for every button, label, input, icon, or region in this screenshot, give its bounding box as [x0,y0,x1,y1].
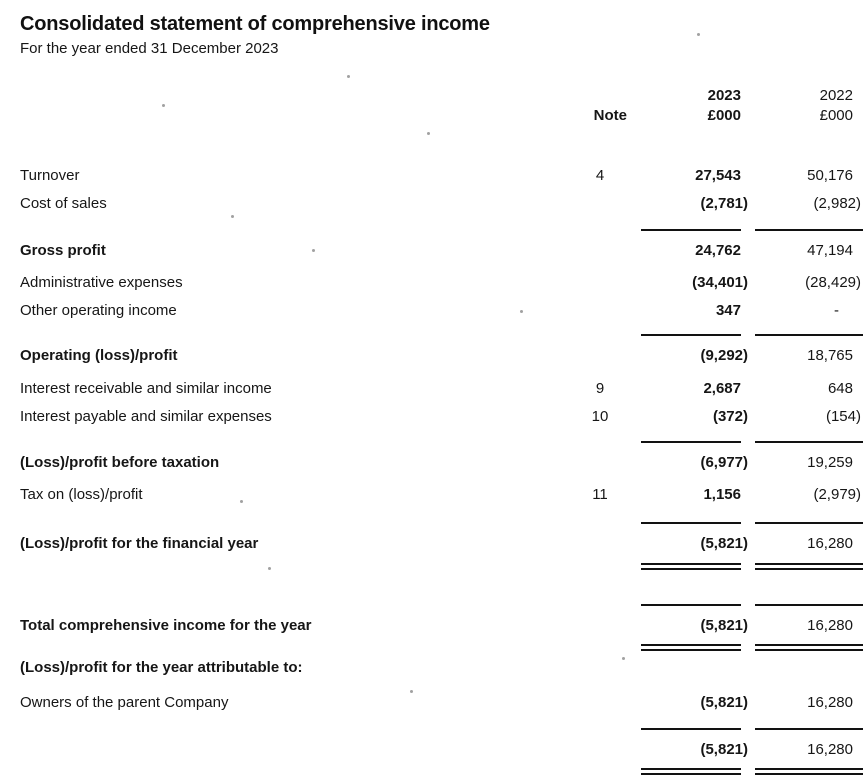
row-interest-payable [20,402,863,430]
row-label: Other operating income [20,301,177,319]
scan-speck [240,500,243,503]
row-label: (Loss)/profit for the year attributable to: [20,658,303,676]
scan-speck [231,215,234,218]
single-rule-2023 [641,441,741,444]
double-rule-row [20,563,863,570]
double-rule-2022 [755,768,863,775]
rule-row [20,728,863,731]
row-label: Owners of the parent Company [20,693,229,711]
row-label: (Loss)/profit for the financial year [20,534,259,552]
value-2023: (5,821) [700,616,748,634]
scan-speck [312,249,315,252]
scan-speck [268,567,271,570]
row-label: Gross profit [20,241,106,259]
row-label: Operating (loss)/profit [20,346,178,364]
double-rule-row [20,768,863,775]
value-2022: (2,979) [813,485,861,503]
row-label: Administrative expenses [20,273,183,291]
row-label: Interest receivable and similar income [20,379,272,397]
value-2023: (5,821) [700,740,748,758]
value-2023: (5,821) [700,534,748,552]
value-2022: 18,765 [807,346,853,364]
note-value: 9 [595,379,605,397]
rule-row [20,604,863,607]
row-label: Turnover [20,166,80,184]
row-operating-loss-profit [20,341,863,369]
double-rule-2023 [641,644,741,651]
single-rule-2023 [641,334,741,337]
scan-speck [410,690,413,693]
rule-row [20,229,863,232]
income-statement-table [20,85,863,775]
value-2022: 16,280 [807,740,853,758]
row-other-operating-income [20,296,863,324]
col-unit-2023: £000 [707,106,741,124]
value-2023: (372) [712,407,748,425]
value-2022: (28,429) [805,273,861,291]
row-interest-receivable [20,374,863,402]
value-2023: (34,401) [692,273,748,291]
single-rule-2022 [755,441,863,444]
value-2022: 19,259 [807,453,853,471]
scan-speck [520,310,523,313]
value-2023: (9,292) [700,346,748,364]
value-2022: 16,280 [807,616,853,634]
value-2022: (2,982) [813,194,861,212]
single-rule-2023 [641,229,741,232]
row-tax-on-loss-profit [20,480,863,508]
row-label: Tax on (loss)/profit [20,485,143,503]
row-label: (Loss)/profit before taxation [20,453,220,471]
scan-speck [622,657,625,660]
page-subtitle: For the year ended 31 December 2023 [20,40,279,57]
note-value: 11 [592,485,608,503]
value-2023: 347 [715,301,741,319]
single-rule-2022 [755,229,863,232]
col-header-2023: 2023 [707,86,741,104]
scan-speck [162,104,165,107]
value-2022: (154) [825,407,861,425]
value-2022: 47,194 [807,241,853,259]
note-value: 10 [591,407,609,425]
double-rule-2022 [755,563,863,570]
single-rule-2022 [755,728,863,731]
rule-row [20,441,863,444]
value-2023: (2,781) [700,194,748,212]
col-header-note: Note [593,106,627,124]
row-attributable-heading [20,655,863,679]
value-2022: 648 [827,379,853,397]
col-unit-2022: £000 [819,106,853,124]
value-2023: 2,687 [703,379,741,397]
row-attributable-total [20,735,863,763]
note-value: 4 [595,166,605,184]
double-rule-2022 [755,644,863,651]
row-loss-profit-for-financial-year [20,529,863,557]
row-turnover [20,161,863,189]
rule-row [20,334,863,337]
value-2023: 24,762 [695,241,741,259]
row-total-comprehensive-income [20,611,863,639]
double-rule-2023 [641,563,741,570]
single-rule-2023 [641,604,741,607]
value-2022: 50,176 [807,166,853,184]
value-2022: - [834,301,839,319]
value-2022: 16,280 [807,534,853,552]
header-row-units [20,105,863,125]
double-rule-2023 [641,768,741,775]
row-cost-of-sales [20,189,863,217]
row-label: Total comprehensive income for the year [20,616,312,634]
value-2023: (6,977) [700,453,748,471]
scan-speck [697,33,700,36]
scan-speck [347,75,350,78]
double-rule-row [20,644,863,651]
row-owners-of-parent [20,688,863,716]
single-rule-2022 [755,522,863,525]
header-row-years [20,85,863,105]
value-2023: 1,156 [703,485,741,503]
single-rule-2023 [641,728,741,731]
value-2022: 16,280 [807,693,853,711]
row-gross-profit [20,236,863,264]
scan-speck [427,132,430,135]
col-header-2022: 2022 [819,86,853,104]
single-rule-2023 [641,522,741,525]
single-rule-2022 [755,334,863,337]
row-label: Interest payable and similar expenses [20,407,272,425]
value-2023: 27,543 [695,166,741,184]
rule-row [20,522,863,525]
single-rule-2022 [755,604,863,607]
row-administrative-expenses [20,268,863,296]
page-title: Consolidated statement of comprehensive income [20,13,490,35]
value-2023: (5,821) [700,693,748,711]
row-loss-profit-before-taxation [20,448,863,476]
row-label: Cost of sales [20,194,107,212]
